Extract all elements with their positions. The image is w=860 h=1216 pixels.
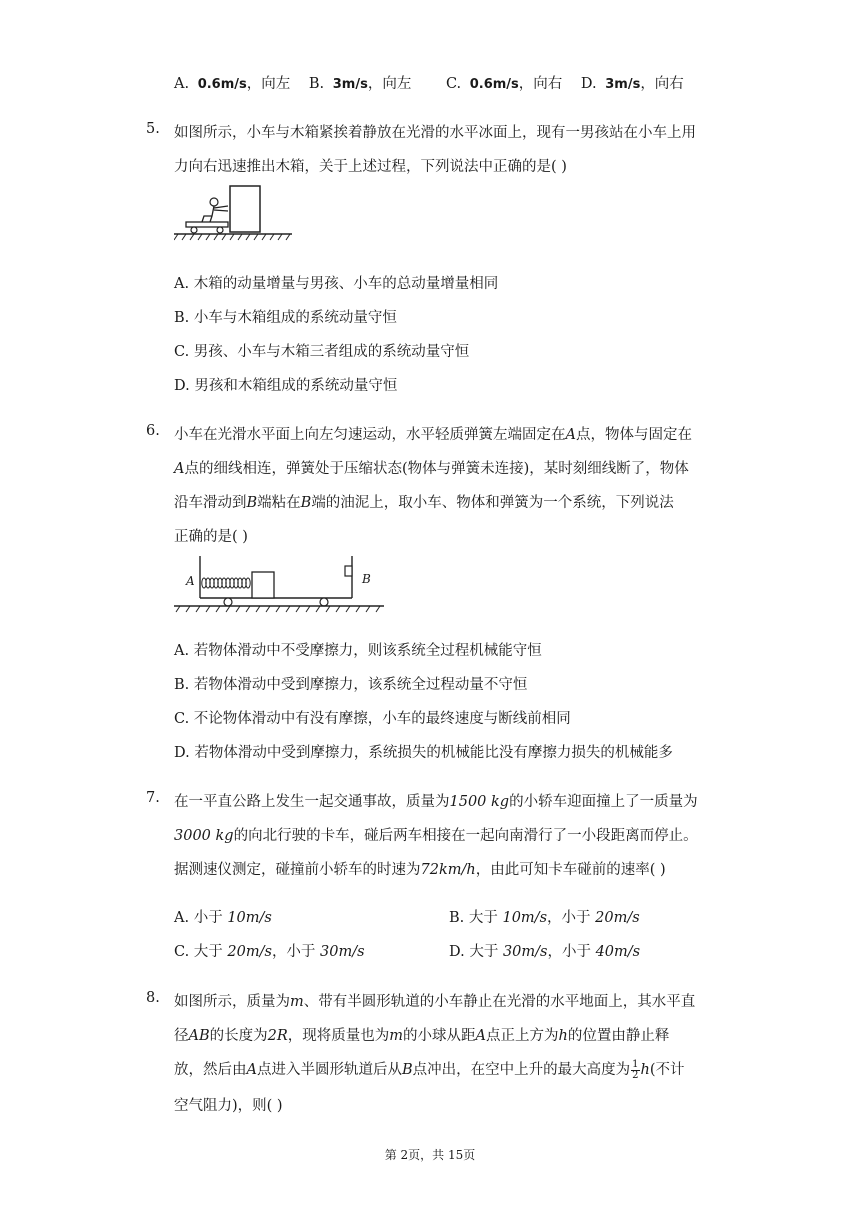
q5-stem-line2: 力向右迅速推出木箱，关于上述过程，下列说法中正确的是( ) bbox=[174, 159, 567, 175]
q4-option-b: B. 3m/s，向左 bbox=[308, 76, 412, 92]
q7-option-d: D. 大于 30m/s，小于 40m/s bbox=[449, 944, 641, 960]
q4-option-a: A. 0.6m/s，向左 bbox=[174, 76, 291, 92]
q5-figure-cart-box bbox=[174, 180, 292, 244]
q5-option-b: B. 小车与木箱组成的系统动量守恒 bbox=[174, 310, 397, 326]
page-footer: 第 2页，共 15页 bbox=[384, 1148, 476, 1162]
q8-stem-line2: 径AB的长度为2R，现将质量也为m的小球从距A点正上方为h的位置由静止释 bbox=[174, 1028, 670, 1044]
q4-option-d: D. 3m/s，向右 bbox=[580, 76, 684, 92]
q7-option-b: B. 大于 10m/s，小于 20m/s bbox=[449, 910, 640, 926]
q6-option-a: A. 若物体滑动中不受摩擦力，则该系统全过程机械能守恒 bbox=[174, 643, 542, 659]
q6-stem-line3: 沿车滑动到B端粘在B端的油泥上，取小车、物体和弹簧为一个系统，下列说法 bbox=[174, 495, 674, 511]
q6-figure-cart-spring bbox=[174, 552, 384, 614]
q7-number: 7. bbox=[146, 790, 160, 806]
q4-options bbox=[174, 72, 692, 93]
q7-stem-line1: 在一平直公路上发生一起交通事故，质量为1500 kg的小轿车迎面撞上了一质量为 bbox=[174, 794, 698, 810]
q5-stem-line1: 如图所示，小车与木箱紧挨着静放在光滑的水平冰面上，现有一男孩站在小车上用 bbox=[174, 125, 696, 141]
q5-option-a: A. 木箱的动量增量与男孩、小车的总动量增量相同 bbox=[174, 276, 499, 292]
q6-option-b: B. 若物体滑动中受到摩擦力，该系统全过程动量不守恒 bbox=[174, 677, 528, 693]
q5-option-c: C. 男孩、小车与木箱三者组成的系统动量守恒 bbox=[174, 344, 470, 360]
q8-number: 8. bbox=[146, 990, 160, 1006]
q6-stem-line1: 小车在光滑水平面上向左匀速运动，水平轻质弹簧左端固定在A点，物体与固定在 bbox=[174, 427, 692, 443]
q8-fraction: $\frac{1}{2}$ bbox=[632, 1058, 639, 1081]
q7-option-a: A. 小于 10m/s bbox=[174, 910, 272, 926]
q6-stem-line2: A点的细线相连，弹簧处于压缩状态(物体与弹簧未连接)，某时刻细线断了，物体 bbox=[174, 461, 689, 477]
q6-stem-line4: 正确的是( ) bbox=[174, 529, 248, 545]
q6-option-c: C. 不论物体滑动中有没有摩擦，小车的最终速度与断线前相同 bbox=[174, 711, 571, 727]
q8-stem-line4: 空气阻力)，则( ) bbox=[174, 1098, 283, 1114]
q6-figure-label-a: A bbox=[186, 574, 195, 588]
q8-stem-line1: 如图所示，质量为m、带有半圆形轨道的小车静止在光滑的水平地面上，其水平直 bbox=[174, 994, 696, 1010]
q4-option-c: C. 0.6m/s，向右 bbox=[445, 76, 563, 92]
q7-stem-line3: 据测速仪测定，碰撞前小轿车的时速为72km/h，由此可知卡车碰前的速率( ) bbox=[174, 862, 666, 878]
q8-stem-line3: 放，然后由A点进入半圆形轨道后从B点冲出，在空中上升的最大高度为 $\frac{1}{2}$ h(不计 bbox=[174, 1058, 685, 1081]
q6-option-d: D. 若物体滑动中受到摩擦力，系统损失的机械能比没有摩擦力损失的机械能多 bbox=[174, 745, 673, 761]
q6-number: 6. bbox=[146, 423, 160, 439]
q5-number: 5. bbox=[146, 121, 160, 137]
q6-figure bbox=[174, 552, 384, 614]
q7-option-c: C. 大于 20m/s，小于 30m/s bbox=[174, 944, 365, 960]
q7-stem-line2: 3000 kg的向北行驶的卡车，碰后两车相接在一起向南滑行了一小段距离而停止。 bbox=[174, 828, 698, 844]
q5-option-d: D. 男孩和木箱组成的系统动量守恒 bbox=[174, 378, 398, 394]
q6-figure-label-b: B bbox=[362, 572, 371, 586]
